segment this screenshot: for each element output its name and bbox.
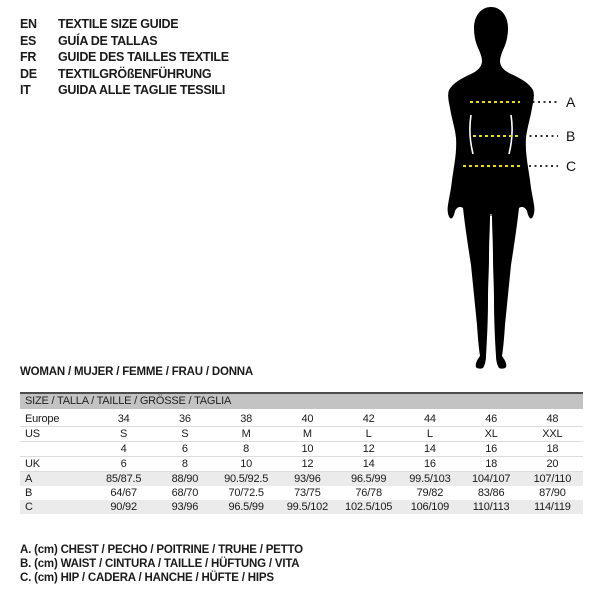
cell: 96.5/99: [216, 500, 277, 514]
lang-code: EN: [20, 17, 37, 31]
lang-code: FR: [20, 50, 37, 65]
table-row-hip: [20, 500, 583, 514]
measure-label-b: B: [566, 128, 576, 144]
cell: 102.5/105: [338, 500, 399, 514]
cell: 88/90: [154, 472, 215, 487]
size-table-grid: [20, 412, 583, 514]
legend-line-hip: C. (cm) HIP / CADERA / HANCHE / HÜFTE / HIPS: [20, 572, 274, 585]
cell: 85/87.5: [93, 472, 154, 487]
silhouette-body: [448, 7, 535, 369]
row-label: US: [20, 427, 93, 442]
cell: 76/78: [355, 487, 382, 499]
cell: 107/110: [522, 472, 583, 487]
lang-title: GUÍA DE TALLAS: [58, 33, 158, 48]
cell: S: [93, 427, 154, 442]
woman-silhouette-icon: [420, 0, 600, 375]
lang-row-fr: [20, 49, 229, 66]
cell: 70/72.5: [228, 487, 264, 499]
cell: 12: [277, 457, 338, 472]
cell: 87/90: [539, 487, 566, 499]
cell: 83/86: [477, 487, 505, 499]
cell: 20: [522, 457, 583, 472]
table-row-europe: [20, 412, 583, 427]
cell: M: [277, 427, 338, 442]
cell: 16: [461, 442, 522, 457]
table-row-uk: [20, 457, 583, 472]
cell: 93/96: [277, 472, 338, 487]
cell: 106/109: [399, 500, 460, 514]
cell: XXL: [522, 427, 583, 442]
cell: 12: [338, 442, 399, 457]
cell: 18: [461, 457, 522, 472]
row-label: UK: [20, 457, 93, 472]
lang-title: TEXTILE SIZE GUIDE: [58, 17, 179, 31]
cell: 38: [216, 412, 277, 427]
lang-title: GUIDE DES TAILLES TEXTILE: [58, 50, 229, 65]
cell: 10: [216, 457, 277, 472]
lang-row-it: [20, 82, 229, 99]
measurement-legend: [20, 543, 303, 586]
cell: M: [216, 427, 277, 442]
woman-silhouette-figure: [420, 0, 600, 375]
lang-title: GUIDA ALLE TAGLIE TESSILI: [58, 83, 226, 98]
cell: 6: [154, 442, 215, 457]
size-table: [20, 392, 583, 514]
table-row-chest: [20, 472, 583, 487]
cell: 99.5/102: [277, 500, 338, 514]
cell: XL: [461, 427, 522, 442]
lang-row-en: [20, 16, 229, 33]
cell: 14: [338, 457, 399, 472]
cell: L: [338, 427, 399, 442]
cell: 48: [522, 412, 583, 427]
cell: 110/113: [461, 500, 522, 514]
cell: 90/92: [93, 500, 154, 514]
size-table-header: SIZE / TALLA / TAILLE / GRÖSSE / TAGLIA: [20, 392, 583, 409]
cell: 44: [399, 412, 460, 427]
cell: 42: [338, 412, 399, 427]
section-title-woman: WOMAN / MUJER / FEMME / FRAU / DONNA: [20, 366, 254, 378]
lang-title: TEXTILGRÖßENFÜHRUNG: [58, 66, 212, 81]
cell: 114/119: [522, 500, 583, 514]
cell: 36: [154, 412, 215, 427]
legend-line-waist: B. (cm) WAIST / CINTURA / TAILLE / HÜFTUNG / VITA: [20, 558, 300, 571]
cell: 90.5/92.5: [216, 472, 277, 487]
cell: 6: [93, 457, 154, 472]
cell: S: [154, 427, 215, 442]
row-label: Europe: [20, 412, 93, 427]
cell: 8: [216, 442, 277, 457]
cell: 79/82: [416, 487, 444, 499]
lang-row-es: [20, 33, 229, 50]
table-row-us: [20, 427, 583, 442]
cell: 10: [277, 442, 338, 457]
cell: 99.5/103: [399, 472, 460, 487]
lang-code: IT: [20, 83, 31, 98]
cell: 18: [522, 442, 583, 457]
cell: 68/70: [171, 487, 199, 499]
measure-label-c: C: [566, 158, 577, 174]
cell: 46: [461, 412, 522, 427]
measure-label-a: A: [566, 94, 576, 110]
cell: 14: [399, 442, 460, 457]
row-label: C: [20, 500, 93, 514]
cell: 34: [93, 412, 154, 427]
row-label: [20, 442, 93, 457]
cell: 73/75: [294, 487, 321, 499]
cell: L: [399, 427, 460, 442]
row-label: A: [20, 472, 93, 487]
cell: 8: [154, 457, 215, 472]
table-row-us-numeric: [20, 442, 583, 457]
lang-code: DE: [20, 66, 37, 81]
table-row-waist: [20, 486, 583, 500]
language-title-block: [20, 16, 229, 99]
row-label: B: [25, 487, 33, 499]
lang-code: ES: [20, 33, 37, 48]
cell: 16: [399, 457, 460, 472]
lang-row-de: [20, 66, 229, 83]
cell: 96.5/99: [338, 472, 399, 487]
cell: 104/107: [461, 472, 522, 487]
cell: 4: [93, 442, 154, 457]
cell: 64/67: [110, 487, 137, 499]
cell: 93/96: [154, 500, 215, 514]
legend-line-chest: A. (cm) CHEST / PECHO / POITRINE / TRUHE / PETTO: [20, 544, 303, 556]
cell: 40: [277, 412, 338, 427]
